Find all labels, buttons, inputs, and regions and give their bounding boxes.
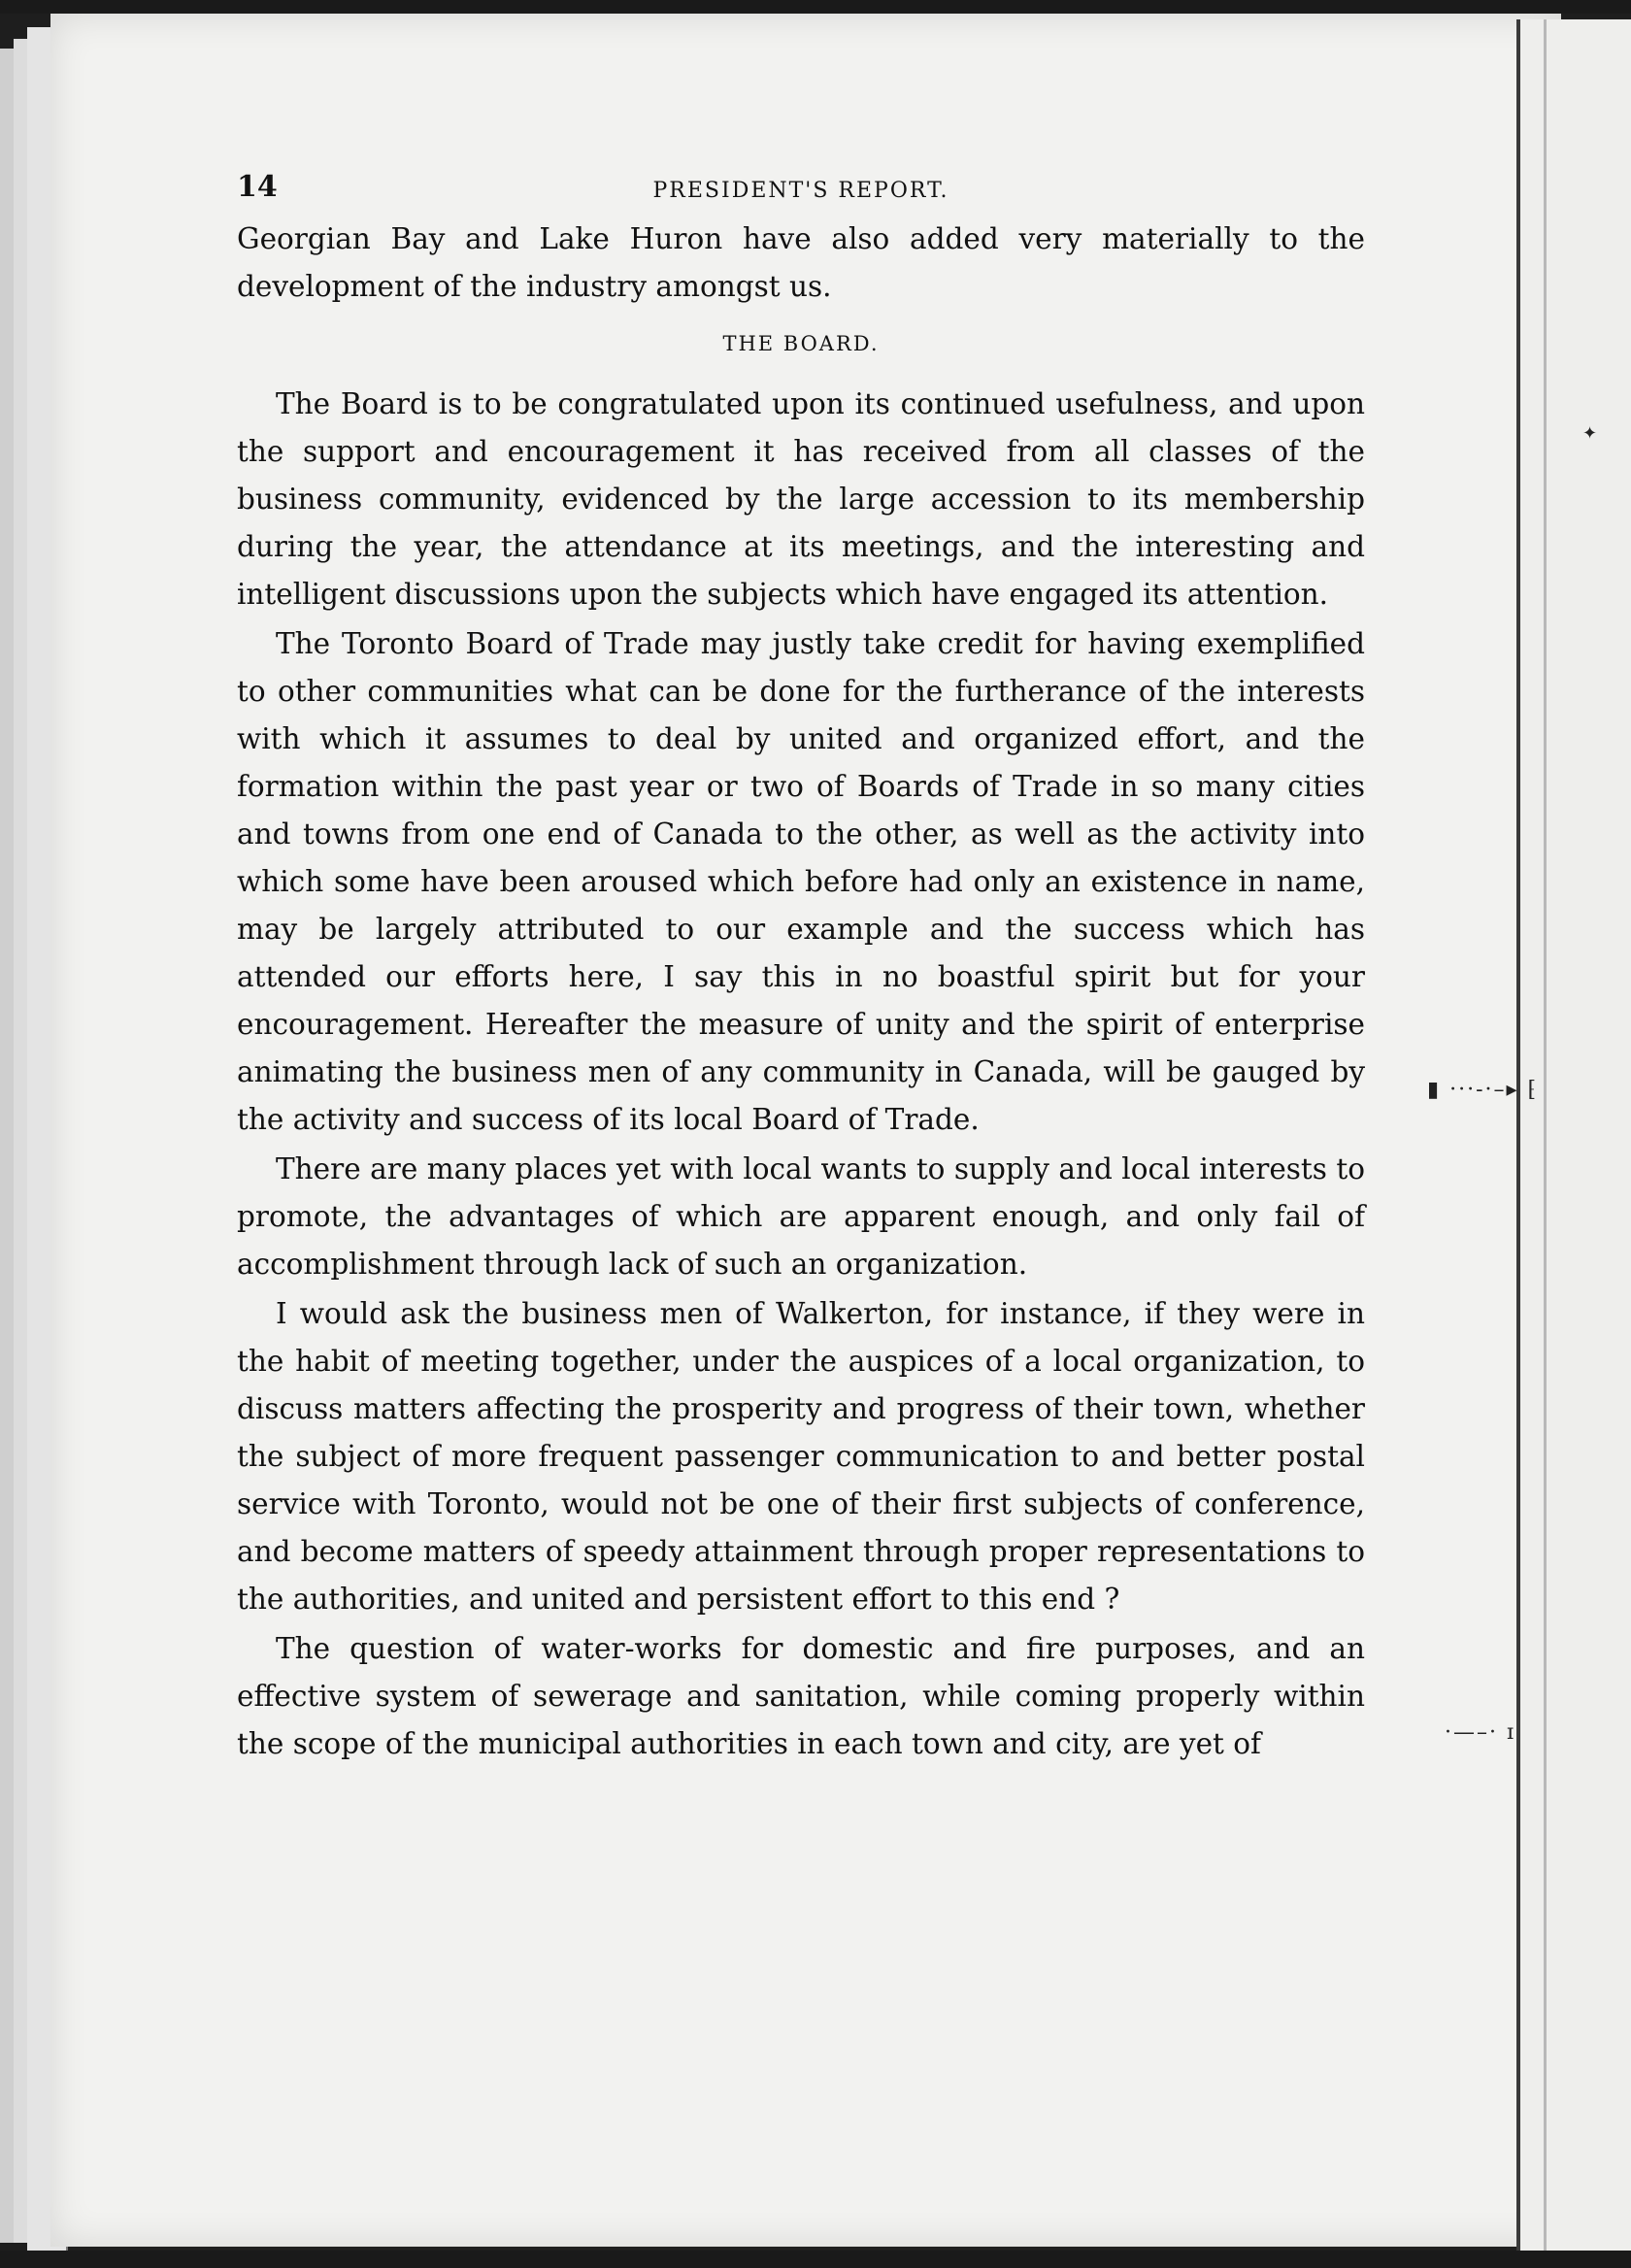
running-title: PRESIDENT'S REPORT. (652, 179, 949, 203)
paragraph: There are many places yet with local wants to supply and local interests to promote, the advantages of which are apparent enough, and only fail of accomplishment through lack of such an organization. (237, 1152, 1365, 1281)
paragraph: I would ask the business men of Walkerton, for instance, if they were in the habit of meeting together, under the auspices of a local organization, to discuss matters affecting the prosperity and progress of their town, whether the subject of more frequent passenger communication to and better postal service with Toronto, would not be one of their first subjects of conference, and become matters of speedy attainment through proper representations to the authorities, and united and persistent effort to this end ? (237, 1297, 1365, 1616)
page-text (237, 163, 1365, 1768)
paragraph: The Board is to be congratulated upon its continued usefulness, and upon the support and encouragement it has received from all classes of the business community, evidenced by the large accession to its membership during the year, the attendance at its meetings, and the interesting and intelligent discussions upon the subjects which have engaged its attention. (237, 387, 1365, 611)
scan-bottom-border (0, 2251, 1631, 2268)
margin-bleed-mark: ·—–· ɪ (1445, 1720, 1516, 1745)
carryover-paragraph: Georgian Bay and Lake Huron have also added very materially to the development of the industry amongst us. (237, 222, 1365, 303)
margin-speck: ✦ (1582, 423, 1598, 444)
paragraph: The Toronto Board of Trade may justly take credit for having exemplified to other communities what can be done for the furtherance of the interests with which it assumes to deal by united and organized effort, and the formation within the past year or two of Boards of Trade in so many cities and towns from one end of Canada to the other, as well as the activity into which some have been aroused which before had only an existence in name, may be largely attributed to our example and the success which has attended our efforts here, I say this in no boastful spirit but for your encouragement. Hereafter the measure of unity and the spirit of enterprise animating the business men of any community in Canada, will be gauged by the activity and success of its local Board of Trade. (237, 627, 1365, 1136)
page-number: 14 (237, 170, 278, 204)
margin-bleed-mark: ▮ ···-·–▸ ⁅ (1427, 1078, 1539, 1102)
section-heading: THE BOARD. (722, 332, 880, 355)
scan-top-border (0, 0, 1631, 14)
facing-page-edge (1516, 19, 1631, 2268)
gutter-line (1544, 19, 1547, 2268)
paragraph: The question of water-works for domestic and fire purposes, and an effective system of sewerage and sanitation, while coming properly within the scope of the municipal authorities in each town and city, are yet of (237, 1632, 1365, 1760)
running-head (237, 163, 1365, 206)
